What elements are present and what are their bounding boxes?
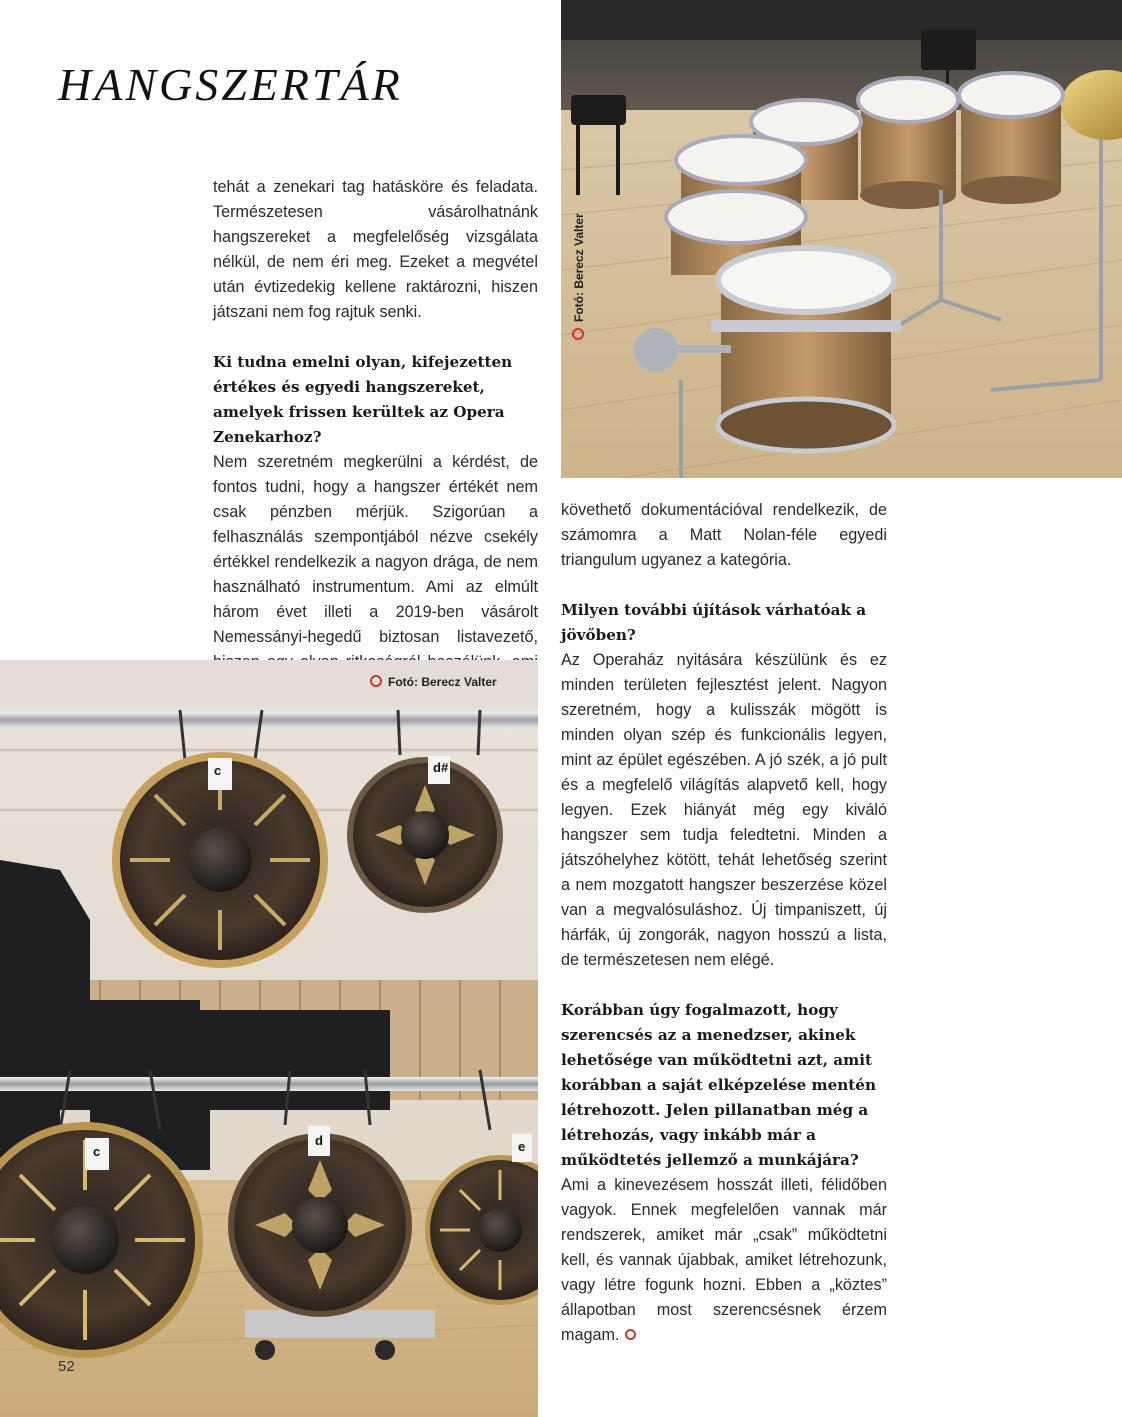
gong-label: e bbox=[518, 1139, 526, 1154]
paragraph: követhető dokumentációval rendelkezik, de számomra a Matt Nolan-féle egyedi triangulum ugyanez a kategória. bbox=[561, 501, 887, 569]
gong-label: c bbox=[93, 1144, 101, 1159]
paragraph: Nem szeretném megkerülni a kérdést, de fontos tudni, hogy a hangszer értékét nem csak pénzben mérjük. Szigorúan a felhasználás szempontjából nézve csekély értékkel rendelkezik a nagyon drága, de nem használható instrumentum. Ami az elmúlt három évet illeti a 2019-ben vásárolt Nemessányi-hegedű biztosan listavezető, bbox=[213, 453, 538, 646]
end-mark-icon bbox=[625, 1329, 636, 1340]
left-text-column bbox=[213, 175, 538, 700]
interview-question: Milyen további újítások várhatóak a jövőben? bbox=[561, 601, 867, 644]
credit-marker-icon bbox=[370, 675, 382, 687]
drums-photo-credit bbox=[572, 213, 586, 340]
right-text-column bbox=[561, 498, 887, 1348]
page-number: 52 bbox=[58, 1358, 75, 1375]
gong-label: d# bbox=[433, 760, 449, 775]
credit-marker-icon bbox=[572, 328, 584, 340]
paragraph-text: Ami a kinevezésem hosszát illeti, félidőben vagyok. Ennek megfelelően vannak már rendszerek, amiket már „csak” működtetni kell, és vannak újabbak, amiket létrehozunk, vagy létre fogunk hozni. Ebben a „köztes” állapotban most szerencsésnek érzem magam. bbox=[561, 1176, 887, 1344]
paragraph bbox=[561, 1173, 887, 1348]
section-title: HANGSZERTÁR bbox=[58, 59, 403, 110]
gong-label: c bbox=[214, 763, 222, 778]
interview-question: Ki tudna emelni olyan, kifejezetten értékes és egyedi hangszereket, amelyek frissen kerültek az Opera Zenekarhoz? bbox=[213, 353, 513, 446]
paragraph: tehát a zenekari tag hatásköre és feladata. Természetesen vásárolhatnánk hangszereket a megfelelőség vizsgálata nélkül, de nem éri meg. Ezeket a megvétel után évtizedekig kellene raktározni, hiszen játszani nem fog rajtuk senki. bbox=[213, 178, 538, 321]
gongs-photo bbox=[0, 660, 538, 1417]
gongs-illustration bbox=[0, 660, 538, 1417]
paragraph: Az Operaház nyitására készülünk és ez minden területen fejlesztést jelent. Nagyon szeretném, hogy a kulisszák mögött is minden olyan szép és funkcionális legyen, mint az épület egészében. A jó szék, a jó pult és a megfelelő világítás alapvető kell, hogy legyen. Ezek hiányát még egy kiváló hangszer sem tudja feledtetni. Minden a játszóhelyhez kötött, tehát lehetőség szerint a nem mozgatott hangszer beszerzése közel van a megvalósuláshoz. Új timpaniszett, új hárfák, új zongorák, nagyon hosszú a lista, de természetesen nem elégé. bbox=[561, 651, 887, 969]
drums-photo bbox=[561, 0, 1122, 478]
credit-text: Fotó: Berecz Valter bbox=[388, 675, 497, 689]
credit-text: Fotó: Berecz Valter bbox=[572, 213, 586, 322]
gongs-photo-credit bbox=[370, 675, 497, 689]
interview-question: Korábban úgy fogalmazott, hogy szerencsés az a menedzser, akinek lehetősége van működtetni azt, amit korábban a saját elképzelése mentén létrehozott. Jelen pillanatban még a létrehozás, vagy inkább már a működtetés jellemző a munkájára? bbox=[561, 1001, 877, 1169]
drums-illustration bbox=[561, 0, 1122, 478]
gong-label: d bbox=[315, 1133, 323, 1148]
